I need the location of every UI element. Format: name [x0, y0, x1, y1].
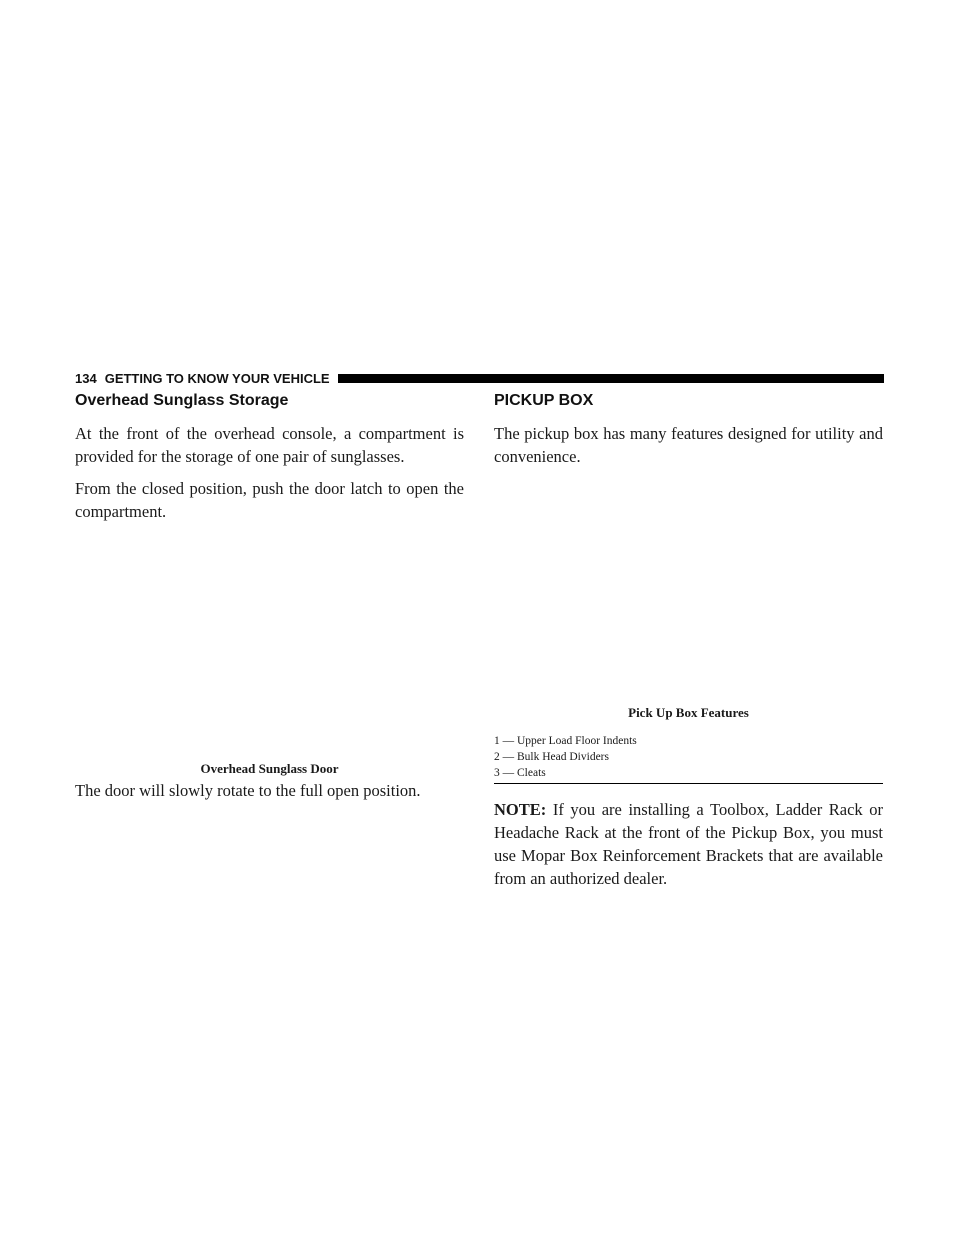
pickup-figure [494, 477, 883, 705]
pickup-para-1: The pickup box has many features designed for utility and convenience. [494, 424, 883, 466]
legend-item: 1 — Upper Load Floor Indents [494, 735, 637, 747]
sunglass-figure [75, 532, 464, 761]
sunglass-para-2: From the closed position, push the door latch to open the compartment. [75, 479, 464, 521]
sunglass-para-3: The door will slowly rotate to the full open position. [75, 781, 421, 800]
pickup-figure-legend [494, 733, 883, 781]
left-column [75, 392, 464, 811]
right-column [494, 392, 883, 899]
pickup-box-heading: PICKUP BOX [494, 392, 594, 409]
page-number: 134 [75, 370, 97, 386]
legend-item: 3 — Cleats [494, 767, 546, 779]
sunglass-figure-caption: Overhead Sunglass Door [200, 761, 339, 776]
note-text: If you are installing a Toolbox, Ladder Rack or Headache Rack at the front of the Pickup Box, you must use Mopar Box Reinforcement Brackets that are available from an authorized dealer. [494, 800, 884, 888]
sunglass-storage-heading: Overhead Sunglass Storage [75, 392, 289, 409]
legend-item: 2 — Bulk Head Dividers [494, 751, 609, 763]
pickup-note [494, 798, 883, 890]
note-label: NOTE: [494, 800, 547, 819]
section-title: GETTING TO KNOW YOUR VEHICLE [104, 370, 330, 386]
header-rule [338, 374, 884, 383]
legend-rule [494, 783, 883, 784]
pickup-figure-caption: Pick Up Box Features [628, 705, 749, 720]
page-header [75, 370, 884, 386]
sunglass-para-1: At the front of the overhead console, a compartment is provided for the storage of one pair of sunglasses. [75, 424, 464, 466]
